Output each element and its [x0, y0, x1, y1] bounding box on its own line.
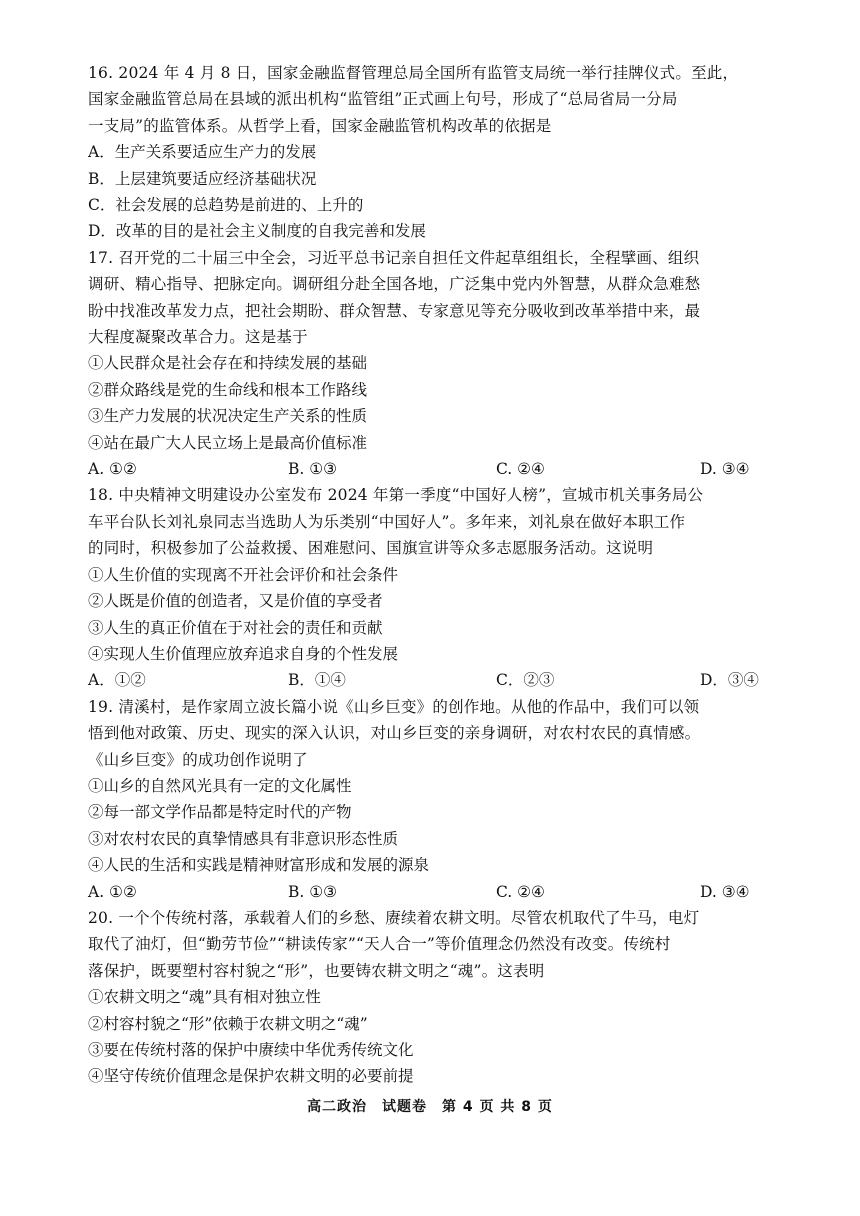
question-stem-line: 《山乡巨变》的成功创作说明了	[88, 750, 308, 769]
question-17	[88, 245, 778, 483]
statement-3: ③人生的真正价值在于对社会的责任和贡献	[88, 618, 383, 637]
choice-d: D．③④	[700, 671, 759, 690]
choice-a: A. ①②	[88, 460, 137, 479]
choice-c: C．②③	[496, 671, 555, 690]
choice-d: D. ③④	[700, 460, 750, 479]
question-stem-line: 的同时，积极参加了公益救援、困难慰问、国旗宣讲等众多志愿服务活动。这说明	[88, 539, 654, 558]
statement-1: ①人生价值的实现离不开社会评价和社会条件	[88, 565, 399, 584]
choice-b: B. ①③	[288, 460, 338, 479]
question-stem-line: 18. 中央精神文明建设办公室发布 2024 年第一季度“中国好人榜”，宣城市机关事务局公	[88, 486, 704, 505]
statement-1: ①农耕文明之“魂”具有相对独立性	[88, 988, 321, 1007]
choice-c: C. ②④	[496, 460, 545, 479]
statement-4: ④坚守传统价值理念是保护农耕文明的必要前提	[88, 1067, 414, 1086]
answer-choices	[88, 667, 778, 693]
statement-3: ③要在传统村落的保护中赓续中华优秀传统文化	[88, 1040, 414, 1059]
option-a: A．生产关系要适应生产力的发展	[88, 143, 317, 162]
question-20	[88, 905, 778, 1090]
question-18	[88, 482, 778, 693]
question-stem-line: 调研、精心指导、把脉定向。调研组分赴全国各地，广泛集中党内外智慧，从群众急难愁	[88, 275, 701, 294]
choice-a: A. ①②	[88, 882, 137, 901]
choice-b: B．①④	[288, 671, 346, 690]
statement-2: ②人既是价值的创造者，又是价值的享受者	[88, 592, 383, 611]
statement-3: ③对农村农民的真挚情感具有非意识形态性质	[88, 829, 399, 848]
question-stem-line: 一支局”的监管体系。从哲学上看，国家金融监管机构改革的依据是	[88, 116, 552, 135]
question-19	[88, 694, 778, 905]
question-16	[88, 60, 778, 245]
statement-3: ③生产力发展的状况决定生产关系的性质	[88, 407, 368, 426]
question-stem-line: 16. 2024 年 4 月 8 日，国家金融监督管理总局全国所有监管支局统一举行挂牌仪式。至此，	[88, 64, 739, 82]
choice-a: A．①②	[88, 671, 146, 690]
question-stem-line: 取代了油灯，但“勤劳节俭”“耕读传家”“天人合一”等价值理念仍然没有改变。传统村	[88, 935, 671, 954]
exam-page	[88, 60, 778, 1090]
option-b: B．上层建筑要适应经济基础状况	[88, 169, 317, 188]
question-stem-line: 17. 召开党的二十届三中全会，习近平总书记亲自担任文件起草组组长，全程擘画、组织	[88, 248, 700, 267]
answer-choices	[88, 879, 778, 905]
statement-1: ①山乡的自然风光具有一定的文化属性	[88, 776, 352, 795]
statement-2: ②每一部文学作品都是特定时代的产物	[88, 803, 352, 822]
question-stem-line: 车平台队长刘礼泉同志当选助人为乐类别“中国好人”。多年来，刘礼泉在做好本职工作	[88, 512, 686, 531]
page-footer: 高二政治 试题卷 第 4 页 共 8 页	[307, 1099, 553, 1115]
question-stem-line: 悟到他对政策、历史、现实的深入认识，对山乡巨变的亲身调研，对农村农民的真情感。	[88, 724, 701, 743]
choice-c: C. ②④	[496, 882, 545, 901]
option-c: C．社会发展的总趋势是前进的、上升的	[88, 196, 364, 215]
option-d: D．改革的目的是社会主义制度的自我完善和发展	[88, 222, 426, 241]
statement-4: ④人民的生活和实践是精神财富形成和发展的源泉	[88, 856, 430, 875]
choice-b: B. ①③	[288, 882, 338, 901]
statement-2: ②村容村貌之“形”依赖于农耕文明之“魂”	[88, 1014, 368, 1033]
answer-choices	[88, 456, 778, 482]
statement-1: ①人民群众是社会存在和持续发展的基础	[88, 354, 368, 373]
question-stem-line: 国家金融监管总局在县域的派出机构“监管组”正式画上句号，形成了“总局省局一分局	[88, 90, 678, 109]
statement-2: ②群众路线是党的生命线和根本工作路线	[88, 380, 368, 399]
question-stem-line: 落保护，既要塑村容村貌之“形”，也要铸农耕文明之“魂”。这表明	[88, 961, 545, 980]
question-stem-line: 20. 一个个传统村落，承载着人们的乡愁、赓续着农耕文明。尽管农机取代了牛马，电灯	[88, 908, 700, 927]
question-stem-line: 大程度凝聚改革合力。这是基于	[88, 328, 308, 347]
question-stem-line: 盼中找准改革发力点，把社会期盼、群众智慧、专家意见等充分吸收到改革举措中来，最	[88, 301, 701, 320]
question-stem-line: 19. 清溪村，是作家周立波长篇小说《山乡巨变》的创作地。从他的作品中，我们可以领	[88, 697, 700, 716]
statement-4: ④实现人生价值理应放弃追求自身的个性发展	[88, 644, 399, 663]
choice-d: D. ③④	[700, 882, 750, 901]
statement-4: ④站在最广大人民立场上是最高价值标准	[88, 433, 368, 452]
